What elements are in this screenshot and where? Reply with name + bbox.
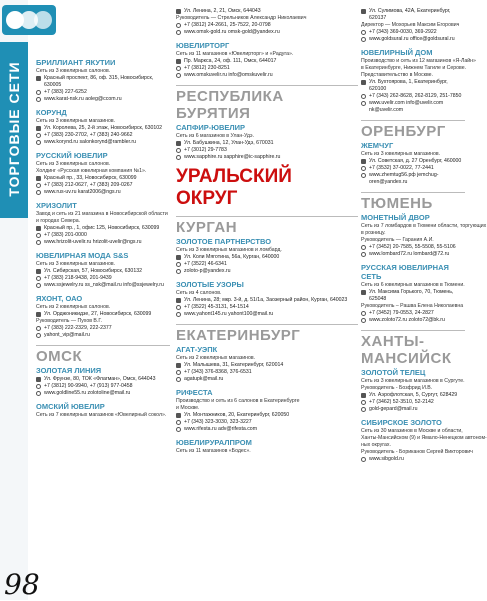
listing-address-text: Ул. Максима Горького, 70, Тюмень, 625048	[369, 289, 454, 302]
listing-web-text: www.ssjewelry.ru ss_nsk@mail.ru info@ssjewelry.ru	[44, 282, 164, 288]
listing-description: в розницу.	[361, 230, 386, 236]
listing-description: Холдинг «Русская ювелирная компания №1».	[36, 168, 147, 174]
listing-address	[176, 297, 358, 304]
listing-description: Сеть из 3 ювелирных салонов.	[36, 68, 111, 74]
listing-description: Сеть из 6 ювелирных магазинов в Тюмени.	[361, 282, 465, 288]
listing-address	[176, 140, 358, 147]
listing-address	[361, 8, 465, 22]
listing-description: Производство и сеть из 12 магазинов «Я-Лайн»	[361, 58, 476, 64]
listing-phone-text: +7 (383) 230-2702, +7 (383) 240-9662	[44, 132, 133, 138]
listing-entry	[361, 368, 465, 413]
listing-description: Сеть из 11 магазинов «Ювелирторг» и «Радуга».	[176, 51, 294, 57]
listing-web-text: gold-gepard@mail.ru	[369, 406, 418, 412]
listing-phone	[176, 147, 358, 154]
listing-name: МОНЕТНЫЙ ДВОР	[361, 213, 430, 222]
phone-icon	[361, 94, 366, 99]
listing-address	[176, 58, 358, 65]
listing-description: Производство и сеть из 6 салонов в Екатеринбурге	[176, 398, 300, 404]
listing-address	[176, 8, 358, 15]
listing-phone-text: +7 (3012) 29-7783	[184, 147, 227, 153]
listing-web[interactable]	[36, 390, 170, 397]
listing-web[interactable]	[36, 239, 170, 246]
listing-description: Сеть из 3 ювелирных магазинов в Сургуте.	[361, 378, 465, 384]
listing-phone	[361, 93, 465, 100]
web-icon	[361, 407, 366, 412]
listing-contact-person: Руководитель — Пухов В.Г.	[36, 318, 102, 324]
listing-web[interactable]	[176, 426, 358, 433]
listing-contact-person: Руководитель – Рашва Елена Николаевна	[361, 303, 464, 309]
phone-icon	[36, 183, 41, 188]
phone-icon	[176, 305, 181, 310]
listing-web-text: www.goldline55.ru zolotoline@mail.ru	[44, 390, 131, 396]
listing-phone-text: +7 (343) 262-8628, 262-8129, 251-7850	[369, 93, 462, 99]
listing-web[interactable]	[176, 268, 358, 275]
listing-name: КОРУНД	[36, 108, 67, 117]
section-divider	[361, 330, 465, 331]
listing-entry	[361, 141, 465, 186]
listing-web[interactable]	[176, 72, 358, 79]
listing-phone-text: +7 (3522) 45-3131, 54-1514	[184, 304, 249, 310]
listing-name: ЗОЛОТОЙ ТЕЛЕЦ	[361, 368, 426, 377]
listing-entry	[36, 151, 170, 196]
listing-phone	[176, 261, 358, 268]
listing-description: Ханты-Мансийском (9) и Ямало-Ненецком автоном-	[361, 435, 487, 441]
column-1	[36, 58, 170, 424]
city-heading: ТЮМЕНЬ	[361, 195, 433, 212]
listing-address-text: Ул. Орджоникидзе, 27, Новосибирск, 630099	[44, 311, 152, 317]
address-icon	[176, 59, 181, 64]
listing-entry	[36, 58, 170, 103]
address-icon	[36, 176, 41, 181]
listing-entry	[361, 8, 465, 43]
listing-name: ЖЕМЧУГ	[361, 141, 394, 150]
listing-address-text: Красный пр., 1, офис 125, Новосибирск, 630099	[44, 225, 160, 231]
listing-address-text: Ул. Коли Мяготина, 56а, Курган, 640000	[184, 254, 280, 260]
listing-web[interactable]	[361, 172, 465, 186]
listing-web[interactable]	[176, 376, 358, 383]
listing-address-text: Ул. Советская, д. 27 Оренбург, 460000	[369, 158, 462, 164]
listing-web-text: www.sibgold.ru	[369, 456, 404, 462]
listing-web[interactable]	[176, 154, 358, 161]
listing-phone-text: +7 (3812) 24-2661, 25-7522, 20-0798	[184, 22, 271, 28]
listing-name: САПФИР-ЮВЕЛИР	[176, 123, 246, 132]
listing-description: Сеть из 6 магазинов в Улан-Удэ.	[176, 133, 255, 139]
address-icon	[36, 269, 41, 274]
web-icon	[176, 30, 181, 35]
phone-icon	[36, 276, 41, 281]
web-icon	[361, 173, 366, 178]
listing-phone	[361, 244, 465, 251]
web-icon	[361, 101, 366, 106]
phone-icon	[176, 370, 181, 375]
listing-phone	[176, 65, 358, 72]
listing-name: СИБИРСКОЕ ЗОЛОТО	[361, 418, 442, 427]
listing-address-text: Ул. Ленина, 28; мкр. 3-й, д. 51/1а, Заозерный район, Курган, 640023	[184, 297, 348, 303]
address-icon	[361, 393, 366, 398]
listing-entry	[176, 237, 358, 275]
listing-description: Сеть из 3 ювелирных магазинов.	[361, 151, 441, 157]
listing-entry	[361, 418, 487, 463]
listing-phone	[361, 165, 465, 172]
listing-phone	[176, 369, 358, 376]
listing-web-text: www.lombard72.ru lombard@72.ru	[369, 251, 450, 257]
listing-phone	[36, 275, 170, 282]
listing-address	[361, 79, 465, 93]
web-icon	[361, 318, 366, 323]
listing-web-text: www.hrizolit-uvelir.ru hrizolit-uvelir@ngs.ru	[44, 239, 142, 245]
listing-web[interactable]	[36, 189, 170, 196]
listing-web[interactable]	[36, 96, 170, 103]
city-heading: РЕСПУБЛИКА БУРЯТИЯ	[176, 88, 284, 122]
listing-contact-person: Директор — Мохорьев Максим Егорович	[361, 22, 460, 28]
listing-address-text: Красный пр., 33, Новосибирск, 630099	[44, 175, 137, 181]
listing-web[interactable]	[36, 139, 170, 146]
listing-phone	[36, 232, 170, 239]
listing-phone	[176, 419, 358, 426]
section-divider	[361, 192, 465, 193]
listing-web[interactable]	[176, 29, 358, 36]
listing-web[interactable]	[361, 456, 465, 463]
phone-icon	[36, 90, 41, 95]
web-icon	[176, 377, 181, 382]
listing-address	[361, 392, 465, 399]
address-icon	[36, 226, 41, 231]
web-icon	[36, 240, 41, 245]
web-icon	[36, 283, 41, 288]
listing-entry	[36, 108, 170, 146]
address-icon	[36, 76, 41, 81]
listing-description: Сеть из 11 магазинов «Бодес».	[176, 448, 251, 454]
web-icon	[36, 391, 41, 396]
listing-web-text: www.karat-nsk.ru aoleg@ccom.ru	[44, 96, 122, 102]
listing-web-text: www.sapphire.ru sapphire@ic-sapphire.ru	[184, 154, 281, 160]
web-icon	[176, 427, 181, 432]
listing-web-text: www.omskuvelir.ru info@omskuvelir.ru	[184, 72, 273, 78]
phone-icon	[361, 166, 366, 171]
city-heading: ОМСК	[36, 348, 83, 365]
listing-name: БРИЛЛИАНТ ЯКУТИИ	[36, 58, 116, 67]
address-icon	[361, 159, 366, 164]
section-divider	[361, 120, 465, 121]
listing-name: ЮВЕЛИРНЫЙ ДОМ	[361, 48, 433, 57]
listing-phone	[361, 399, 465, 406]
listing-name: РИФЕСТА	[176, 388, 213, 397]
address-icon	[361, 9, 366, 14]
listing-address-text: Ул. Сибирская, 57, Новосибирск, 630132	[44, 268, 142, 274]
listing-address	[36, 225, 170, 232]
web-icon	[361, 457, 366, 462]
listing-web[interactable]	[361, 251, 465, 258]
column-3	[361, 8, 487, 468]
listing-description: Сеть из 3 ювелирных магазинов.	[36, 118, 116, 124]
listing-entry	[176, 388, 358, 433]
web-icon	[36, 333, 41, 338]
listing-name: ЗОЛОТЫЕ УЗОРЫ	[176, 280, 244, 289]
listing-entry	[361, 213, 487, 258]
web-icon	[176, 73, 181, 78]
listing-phone-text: +7 (3452) 20-7585, 55-5508, 55-5106	[369, 244, 456, 250]
listing-phone	[176, 22, 358, 29]
listing-entry	[176, 438, 358, 455]
phone-icon	[176, 66, 181, 71]
listing-phone	[36, 132, 170, 139]
listing-web-text: yahont_vip@mail.ru	[44, 332, 90, 338]
listing-web[interactable]	[36, 332, 170, 339]
listing-entry	[36, 294, 170, 339]
listing-description: Сеть из 7 ломбардов в Тюмени области, торгующих	[361, 223, 487, 229]
listing-phone-text: +7 (383) 222-2329, 222-2377	[44, 325, 112, 331]
listing-address	[361, 289, 465, 303]
listing-name: ОМСКИЙ ЮВЕЛИР	[36, 402, 105, 411]
listing-contact-person: Руководитель - Бориканов Сергей Викторович	[361, 449, 473, 455]
listing-phone	[36, 89, 170, 96]
listing-address-text: Ул. Королева, 25, 2-й этаж, Новосибирск, 630102	[44, 125, 163, 131]
listing-contact-person: Руководитель — Стрельников Александр Николаевич	[176, 15, 307, 21]
listing-description: Сеть из 3 ювелирных магазинов.	[36, 261, 116, 267]
listing-entry	[361, 48, 476, 114]
listing-entry	[176, 280, 358, 318]
web-icon	[176, 155, 181, 160]
listing-address	[36, 75, 170, 89]
listing-address-text: Ул. Бабушкина, 12, Улан-Удэ, 670031	[184, 140, 274, 146]
listing-entry	[36, 201, 170, 246]
phone-icon	[361, 245, 366, 250]
listing-address	[176, 254, 358, 261]
listing-phone-text: +7 (383) 212-0627, +7 (383) 209-0267	[44, 182, 133, 188]
listing-name: ХРИЗОЛИТ	[36, 201, 77, 210]
listing-entry	[361, 263, 465, 324]
city-heading: ОРЕНБУРГ	[361, 123, 446, 140]
listing-address	[36, 125, 170, 132]
region-heading: УРАЛЬСКИЙ ОКРУГ	[176, 166, 292, 209]
phone-icon	[36, 326, 41, 331]
listing-address	[361, 158, 465, 165]
listing-name: РУССКАЯ ЮВЕЛИРНАЯ СЕТЬ	[361, 263, 449, 281]
address-icon	[176, 413, 181, 418]
section-divider	[36, 345, 170, 346]
listing-entry	[176, 41, 358, 79]
section-divider	[176, 216, 358, 217]
listing-web[interactable]	[361, 36, 465, 43]
phone-icon	[176, 148, 181, 153]
listing-web-text: agatupk@mail.ru	[184, 376, 224, 382]
listing-address-text: Ул. Ленина, 2, 21, Омск, 644043	[184, 8, 261, 14]
listing-phone	[361, 310, 465, 317]
listing-entry	[36, 402, 170, 419]
web-icon	[36, 140, 41, 145]
address-icon	[176, 298, 181, 303]
listing-description: Представительство в Москве.	[361, 72, 433, 78]
phone-icon	[361, 30, 366, 35]
web-icon	[176, 269, 181, 274]
listing-address-text: Ул. Бухтоярова, 1, Екатеринбург, 620100	[369, 79, 448, 92]
listing-description: Сеть из 30 магазинов в Москве и области,	[361, 428, 463, 434]
phone-icon	[176, 23, 181, 28]
address-icon	[176, 363, 181, 368]
listing-address	[176, 362, 358, 369]
city-heading: ЕКАТЕРИНБУРГ	[176, 327, 301, 344]
listing-address	[36, 311, 170, 318]
section-divider	[176, 324, 358, 325]
phone-icon	[36, 233, 41, 238]
listing-description: Сеть из 2 ювелирных магазинов.	[176, 355, 256, 361]
listing-phone-text: +7 (383) 227-6252	[44, 89, 87, 95]
phone-icon	[176, 420, 181, 425]
web-icon	[361, 252, 366, 257]
listing-address-text: Красный проспект, 86, оф. 315, Новосибирск, 630005	[44, 75, 154, 88]
listing-description: и городах Севера.	[36, 218, 81, 224]
listing-phone-text: +7 (3462) 52-3510, 52-2142	[369, 399, 434, 405]
sidebar	[0, 0, 40, 601]
listing-phone-text: +7 (383) 218-9438, 201-9439	[44, 275, 112, 281]
listing-web-text: www.rifesta.ru adv@rifesta.com	[184, 426, 258, 432]
listing-web-text: www.yahont145.ru yahont100@mail.ru	[184, 311, 274, 317]
phone-icon	[176, 262, 181, 267]
listing-phone	[361, 29, 465, 36]
listing-web[interactable]	[176, 311, 358, 318]
listing-address-text: Ул. Аэрофлотская, 5, Сургут, 628429	[369, 392, 458, 398]
phone-icon	[361, 400, 366, 405]
listing-entry	[36, 251, 170, 289]
listing-name: ЮВЕЛИРНАЯ МОДА S&S	[36, 251, 129, 260]
address-icon	[176, 9, 181, 14]
web-icon	[176, 312, 181, 317]
address-icon	[361, 80, 366, 85]
listing-web[interactable]	[361, 100, 465, 114]
listing-entry	[176, 345, 358, 383]
listing-phone-text: +7 (3452) 79-0553, 24-2827	[369, 310, 434, 316]
section-divider	[176, 85, 358, 86]
listing-phone	[36, 182, 170, 189]
web-icon	[36, 97, 41, 102]
listing-phone-text: +7 (343) 369-0030, 369-2922	[369, 29, 437, 35]
sidebar-title: ТОРГОВЫЕ СЕТИ	[6, 61, 22, 197]
listing-description: Сеть из 2 ювелирных салонов.	[36, 304, 111, 310]
listing-address-text: Ул. Фрунзе, 80, ТОК «Флагман», Омск, 644043	[44, 376, 156, 382]
listing-entry	[36, 366, 170, 397]
address-icon	[36, 126, 41, 131]
listing-phone-text: +7 (3812) 230-8251	[184, 65, 230, 71]
listing-name: ЮВЕЛИРУРАЛПРОМ	[176, 438, 252, 447]
listing-address-text: Пр. Маркса, 24, оф. 111, Омск, 644017	[184, 58, 277, 64]
listing-web[interactable]	[361, 406, 465, 413]
listing-description: в Екатеринбурге, Нижнем Тагиле и Серове.	[361, 65, 467, 71]
address-icon	[176, 255, 181, 260]
listing-entry	[176, 8, 358, 36]
listing-phone	[36, 383, 170, 390]
listing-description: Сеть из 3 ювелирных салонов.	[36, 161, 111, 167]
listing-web[interactable]	[361, 317, 465, 324]
listing-web-text: www.rus-uv.ru karat2006@ngs.ru	[44, 189, 121, 195]
column-2	[176, 8, 358, 460]
web-icon	[361, 37, 366, 42]
listing-address-text: Ул. Малышева, 31, Екатеринбург, 620014	[184, 362, 284, 368]
listing-description: ных округах.	[361, 442, 391, 448]
listing-phone-text: +7 (383) 201-0000	[44, 232, 87, 238]
city-heading: ХАНТЫ-МАНСИЙСК	[361, 333, 452, 367]
listing-address	[36, 175, 170, 182]
listing-phone-text: +7 (3522) 46-6341	[184, 261, 227, 267]
listing-name: РУССКИЙ ЮВЕЛИР	[36, 151, 108, 160]
listing-name: ЯХОНТ, ОАО	[36, 294, 83, 303]
phone-icon	[36, 133, 41, 138]
web-icon	[36, 190, 41, 195]
listing-name: АГАТ-УЭПК	[176, 345, 218, 354]
listing-name: ЗОЛОТАЯ ЛИНИЯ	[36, 366, 102, 375]
listing-address-text: Ул. Монтажников, 20, Екатеринбург, 620050	[184, 412, 290, 418]
city-heading: КУРГАН	[176, 219, 238, 236]
listing-description: Сеть из 7 ювелирных магазинов «Ювелирный сокол».	[36, 412, 167, 418]
phone-icon	[361, 311, 366, 316]
listing-address	[176, 412, 358, 419]
listing-web[interactable]	[36, 282, 170, 289]
listing-entry	[176, 123, 358, 161]
listing-name: ЮВЕЛИРТОРГ	[176, 41, 230, 50]
listing-web-text: www.korynd.ru salonkorynd@rambler.ru	[44, 139, 137, 145]
listing-description: Завод и сеть из 21 магазина в Новосибирской области	[36, 211, 168, 217]
listing-name: ЗОЛОТОЕ ПАРТНЕРСТВО	[176, 237, 272, 246]
listing-web-text: www.zoloto72.ru zoloto72@bk.ru	[369, 317, 445, 323]
phone-icon	[36, 384, 41, 389]
address-icon	[36, 377, 41, 382]
listing-description: Сеть из 4 салонов.	[176, 290, 222, 296]
listing-web-text: zoloto-p@yandex.ru	[184, 268, 231, 274]
listing-web-text: www.zhemtug56.pф jemchug-oren@yandex.ru	[369, 172, 439, 185]
listing-phone	[176, 304, 358, 311]
listing-address	[36, 268, 170, 275]
listing-address-text: Ул. Сулимова, 42А, Екатеринбург, 620137	[369, 8, 451, 21]
listing-web-text: www.goldsural.ru office@goldsural.ru	[369, 36, 455, 42]
address-icon	[361, 290, 366, 295]
listing-address	[36, 376, 170, 383]
listing-phone-text: +7 (343) 323-3030, 323-3227	[184, 419, 252, 425]
page-number: 98	[4, 568, 40, 601]
listing-phone	[36, 325, 170, 332]
address-icon	[36, 312, 41, 317]
listing-web-text: www.uvelir.com info@uvelir.com nk@uvelir.com	[369, 100, 444, 113]
listing-phone-text: +7 (343) 376-8368, 376-6531	[184, 369, 252, 375]
listing-phone-text: +7 (3812) 90-9940, +7 (913) 977-0458	[44, 383, 133, 389]
address-icon	[176, 141, 181, 146]
listing-phone-text: +7 (3532) 37-0022, 77-2441	[369, 165, 434, 171]
listing-contact-person: Руководитель — Гарания А.И.	[361, 237, 434, 243]
listing-description: Руководитель - Бозфрид И.В.	[361, 385, 433, 391]
listing-description: и Москве.	[176, 405, 200, 411]
listing-web-text: www.omsk-gold.ru omsk-gold@yandex.ru	[184, 29, 280, 35]
listing-description: Сеть из 3 ювелирных магазинов и ломбард.	[176, 247, 282, 253]
logo-icon	[1, 3, 57, 37]
